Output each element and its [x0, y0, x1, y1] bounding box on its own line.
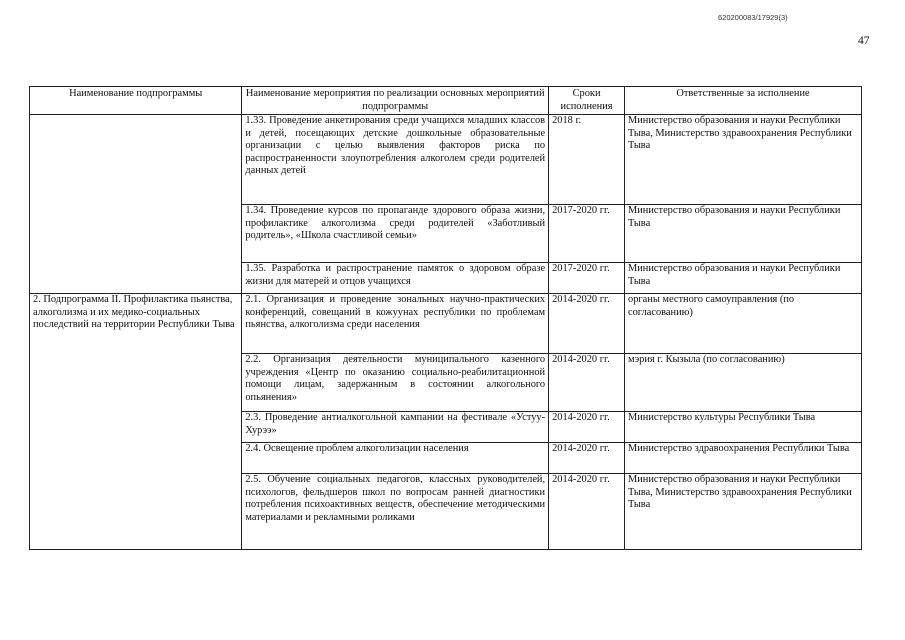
term-cell: 2018 г. — [549, 115, 625, 205]
activity-cell: 2.2. Организация деятельности муниципального казенного учреждения «Центр по оказанию социально-реабилитационной помощи лицам, задержанным в состоянии алкогольного опьянения» — [242, 354, 549, 412]
term-cell: 2017-2020 гг. — [549, 263, 625, 294]
header-subprogram: Наименование подпрограммы — [30, 87, 242, 115]
responsible-cell: Министерство образования и науки Республики Тыва, Министерство здравоохранения Республики Тыва — [625, 115, 862, 205]
activity-cell: 2.5. Обучение социальных педагогов, классных руководителей, психологов, фельдшеров школ по вопросам ранней диагностики потребления психоактивных веществ, обеспечение методическими материалами и рекламными роликами — [242, 474, 549, 550]
table-row — [30, 294, 862, 354]
header-responsible: Ответственные за исполнение — [625, 87, 862, 115]
activity-cell: 2.3. Проведение антиалкогольной кампании на фестивале «Устуу-Хурээ» — [242, 412, 549, 443]
page-number: 47 — [858, 35, 870, 47]
responsible-cell: Министерство образования и науки Республики Тыва — [625, 263, 862, 294]
activities-table — [29, 86, 862, 550]
responsible-cell: Министерство здравоохранения Республики Тыва — [625, 443, 862, 474]
header-term: Сроки исполнения — [549, 87, 625, 115]
term-cell: 2014-2020 гг. — [549, 354, 625, 412]
term-cell: 2017-2020 гг. — [549, 205, 625, 263]
subprogram-cell-empty — [30, 115, 242, 294]
activity-cell: 2.1. Организация и проведение зональных научно-практических конференций, совещаний в кожуунах республики по проблемам пьянства, алкоголизма среди населения — [242, 294, 549, 354]
table-row — [30, 115, 862, 205]
activity-cell: 1.35. Разработка и распространение памяток о здоровом образе жизни для матерей и отцов учащихся — [242, 263, 549, 294]
responsible-cell: Министерство образования и науки Республики Тыва, Министерство здравоохранения Республики Тыва — [625, 474, 862, 550]
term-cell: 2014-2020 гг. — [549, 294, 625, 354]
term-cell: 2014-2020 гг. — [549, 443, 625, 474]
responsible-cell: Министерство образования и науки Республики Тыва — [625, 205, 862, 263]
activity-cell: 1.33. Проведение анкетирования среди учащихся младших классов и детей, посещающих детские дошкольные образовательные организации с целью выявления факторов риска по распространенности злоупотребления алкоголем среди родителей данных детей — [242, 115, 549, 205]
document-id: 620200083/17929(3) — [718, 13, 788, 22]
activity-cell: 2.4. Освещение проблем алкоголизации населения — [242, 443, 549, 474]
responsible-cell: органы местного самоуправления (по согласованию) — [625, 294, 862, 354]
table-header-row — [30, 87, 862, 115]
term-cell: 2014-2020 гг. — [549, 412, 625, 443]
activity-cell: 1.34. Проведение курсов по пропаганде здорового образа жизни, профилактике алкоголизма среди родителей «Заботливый родитель», «Школа счастливой семьи» — [242, 205, 549, 263]
term-cell: 2014-2020 гг. — [549, 474, 625, 550]
header-activity: Наименование мероприятия по реализации основных мероприятий подпрограммы — [242, 87, 549, 115]
responsible-cell: Министерство культуры Республики Тыва — [625, 412, 862, 443]
responsible-cell: мэрия г. Кызыла (по согласованию) — [625, 354, 862, 412]
subprogram-cell: 2. Подпрограмма II. Профилактика пьянства, алкоголизма и их медико-социальных последствий на территории Республики Тыва — [30, 294, 242, 550]
